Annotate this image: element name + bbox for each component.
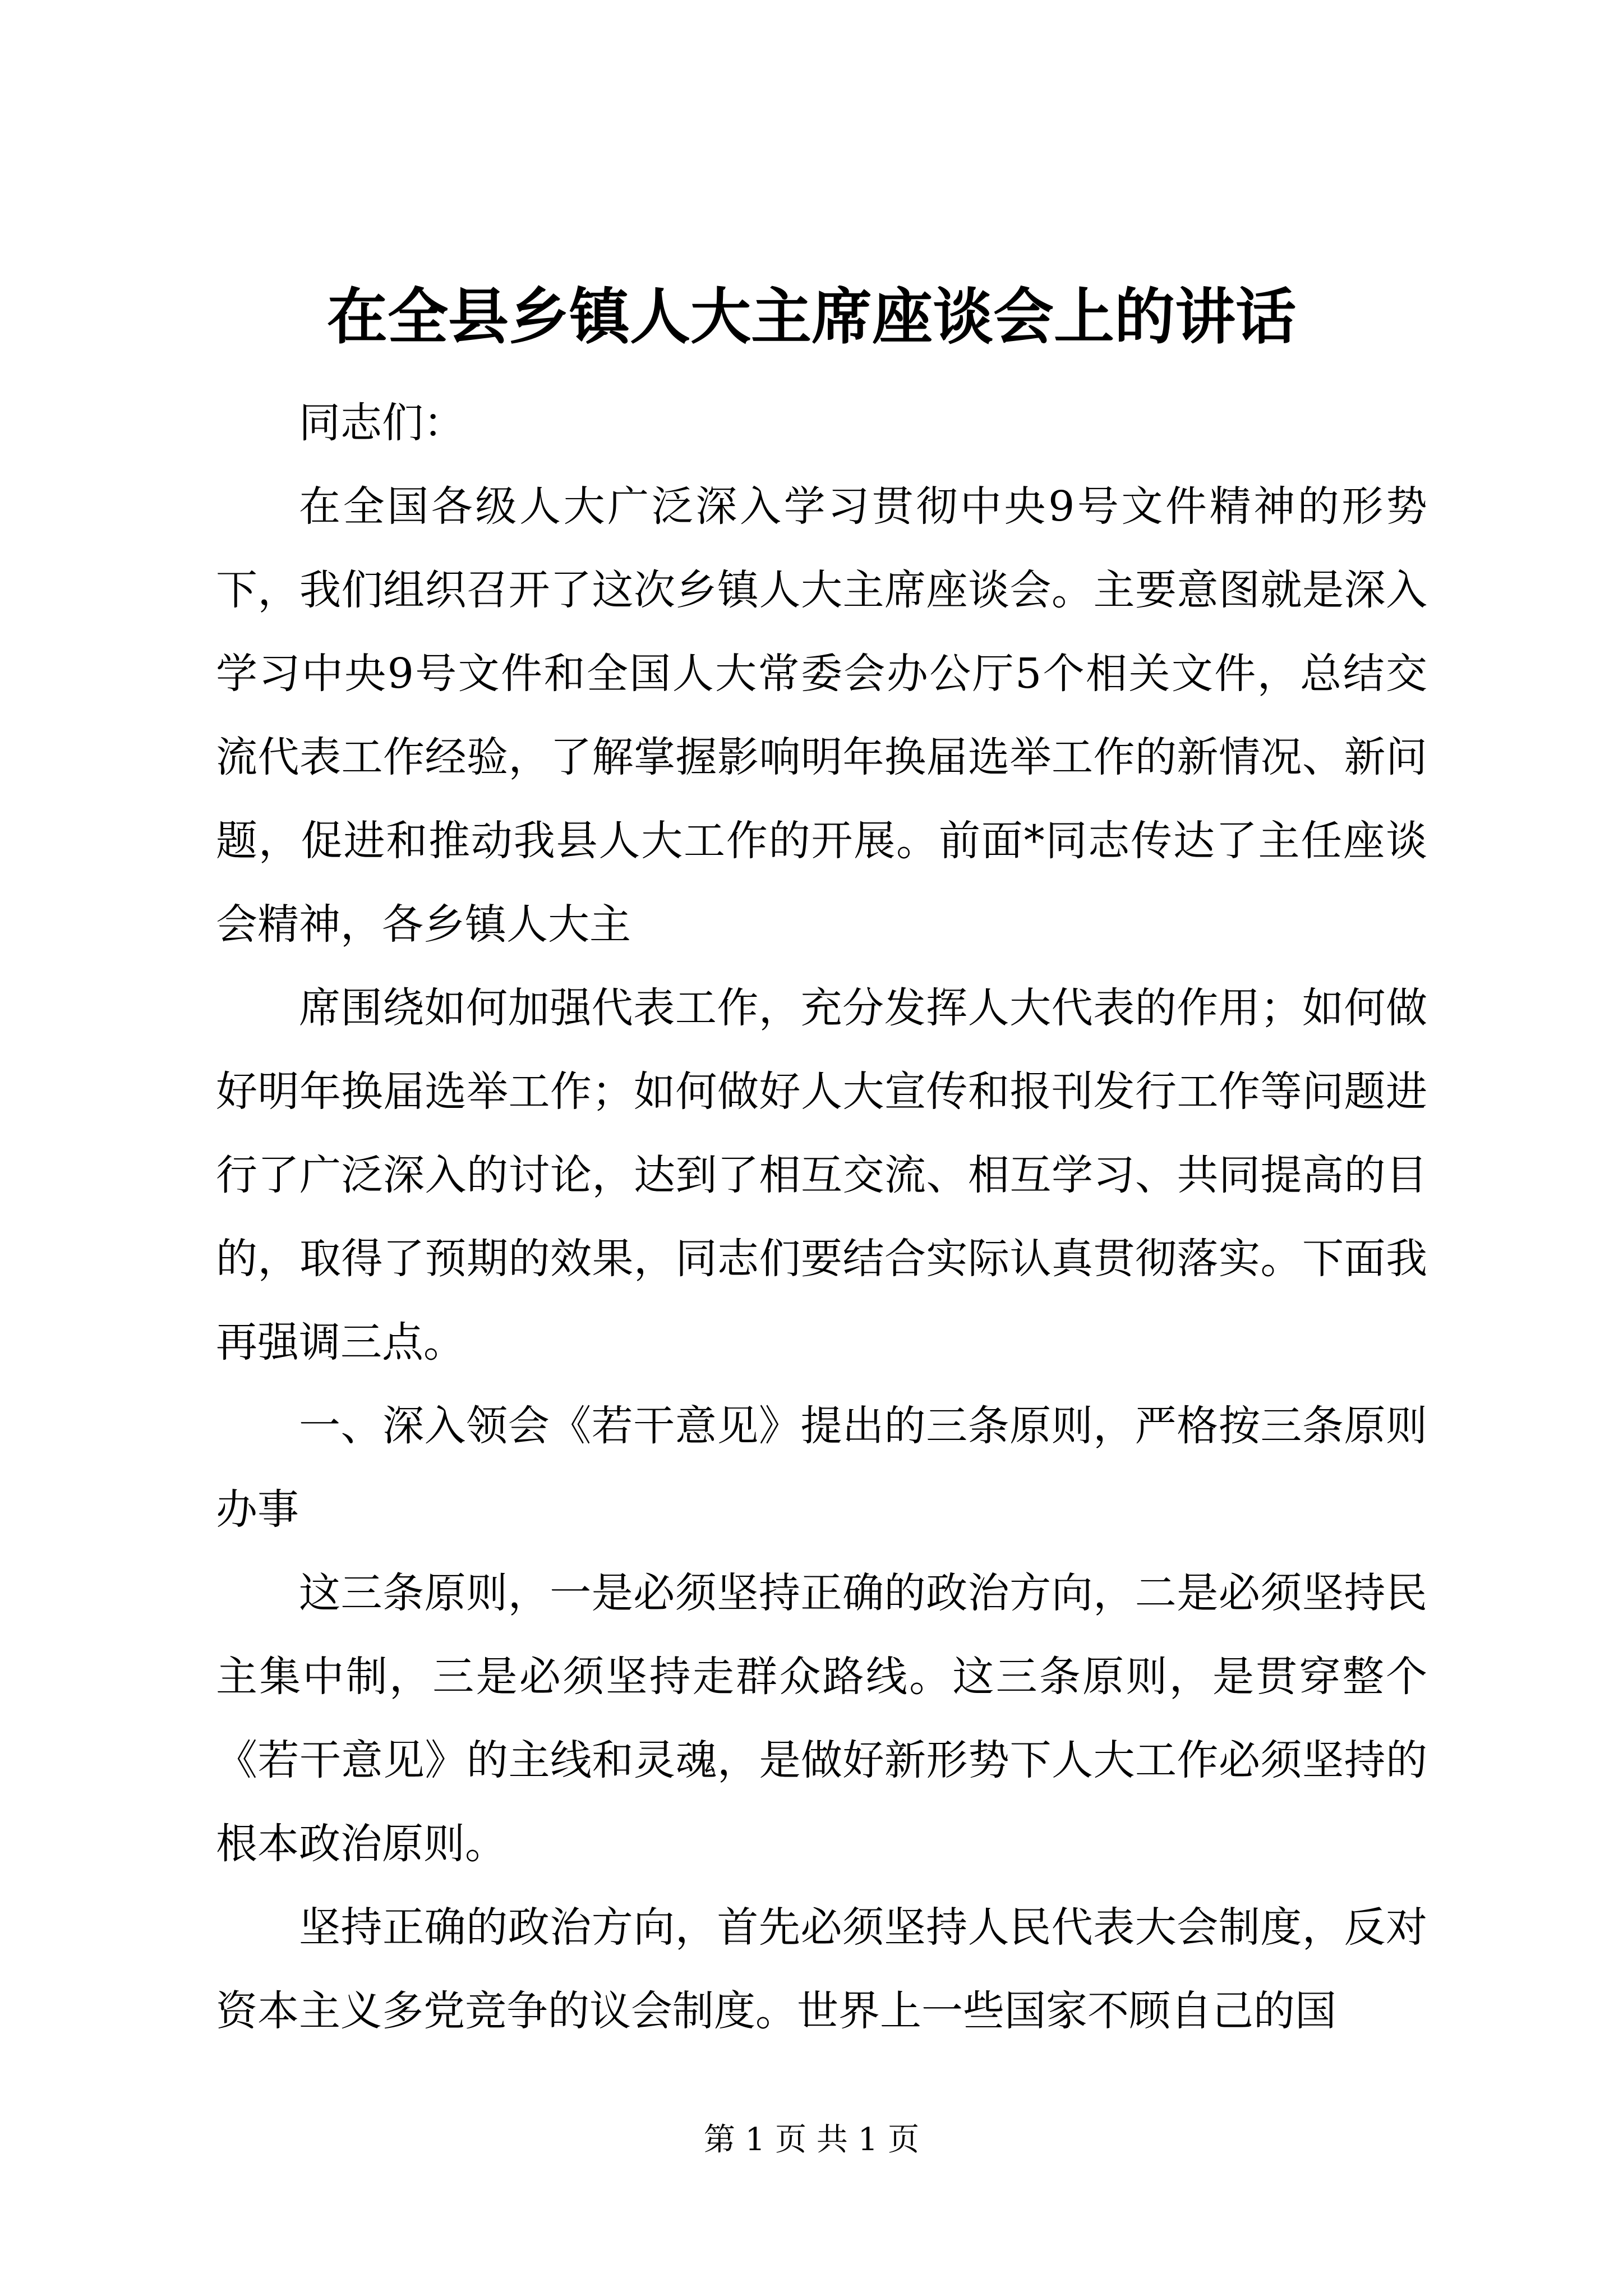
- section-heading: 一、深入领会《若干意见》提出的三条原则，严格按三条原则办事: [216, 1402, 1427, 1534]
- paragraph: 这三条原则，一是必须坚持正确的政治方向，二是必须坚持民主集中制，三是必须坚持走群众路线。这三条原则，是贯穿整个《若干意见》的主线和灵魂，是做好新形势下人大工作必须坚持的根本政治原则。: [216, 1569, 1427, 1868]
- document-body: [216, 381, 1427, 2053]
- paragraph-salutation: 同志们：: [299, 399, 465, 447]
- document-title: 在全县乡镇人大主席座谈会上的讲话: [326, 282, 1296, 352]
- paragraph: 坚持正确的政治方向，首先必须坚持人民代表大会制度，反对资本主义多党竞争的议会制度。世界上一些国家不顾自己的国: [216, 1903, 1427, 2035]
- paragraph: 席围绕如何加强代表工作，充分发挥人大代表的作用；如何做好明年换届选举工作；如何做好人大宣传和报刊发行工作等问题进行了广泛深入的讨论，达到了相互交流、相互学习、共同提高的目的，取得了预期的效果，同志们要结合实际认真贯彻落实。下面我再强调三点。: [216, 984, 1427, 1366]
- paragraph: 在全国各级人大广泛深入学习贯彻中央9号文件精神的形势下，我们组织召开了这次乡镇人大主席座谈会。主要意图就是深入学习中央9号文件和全国人大常委会办公厅5个相关文件，总结交流代表工作经验，了解掌握影响明年换届选举工作的新情况、新问题，促进和推动我县人大工作的开展。前面*同志传达了主任座谈会精神，各乡镇人大主: [216, 482, 1427, 949]
- page-footer: 第 1 页 共 1 页: [703, 2122, 920, 2158]
